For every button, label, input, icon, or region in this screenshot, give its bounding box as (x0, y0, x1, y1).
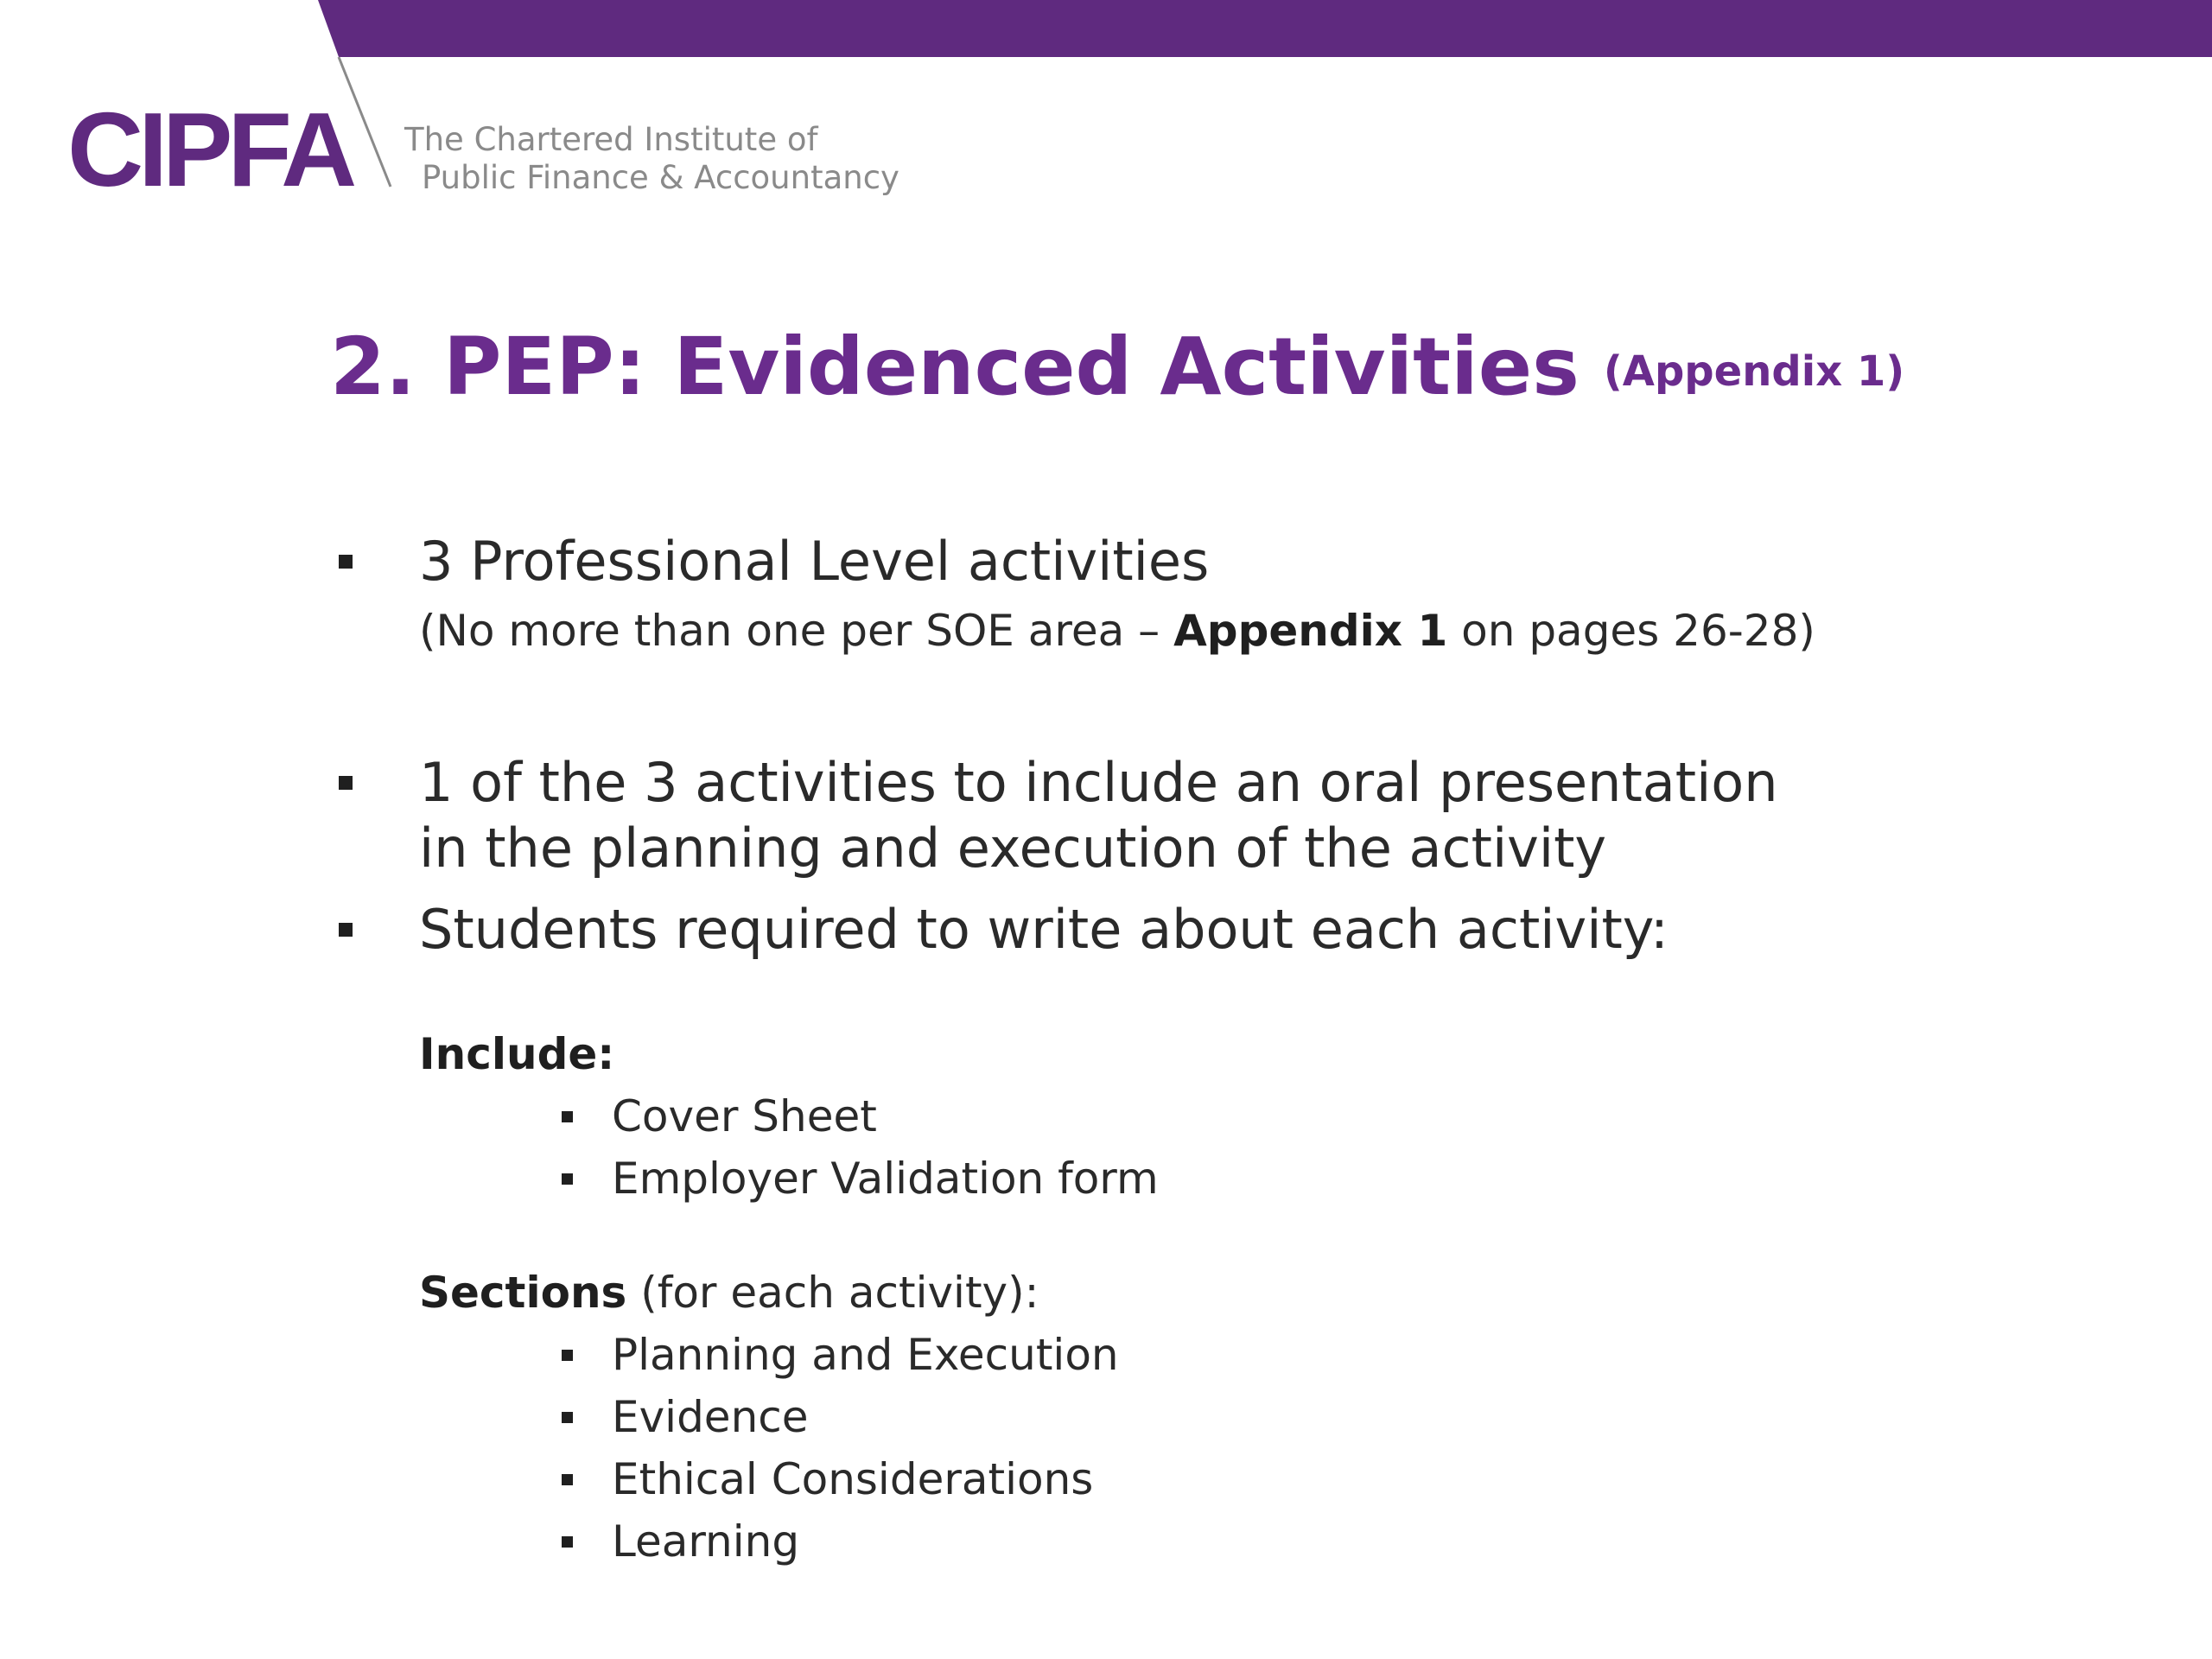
sub-bullet-marker (562, 1412, 573, 1423)
slide-title-main: 2. PEP: Evidenced Activities (330, 321, 1580, 413)
bullet-marker (339, 555, 353, 569)
bullet-1-note (419, 605, 1815, 657)
sub-bullet-marker (562, 1111, 573, 1122)
bullet-3-text: Students required to write about each activity: (419, 898, 1669, 961)
sections-item: Learning (612, 1516, 800, 1567)
bullet-marker (339, 923, 353, 937)
bullet-marker (339, 776, 353, 790)
logo-wordmark: CIPFA (67, 91, 353, 208)
sections-item: Planning and Execution (612, 1330, 1119, 1380)
bullet-1-note-suffix: on pages 26-28) (1447, 606, 1815, 656)
sub-bullet-marker (562, 1350, 573, 1361)
logo-tagline-line1: The Chartered Institute of (404, 121, 818, 158)
sub-bullet-marker (562, 1536, 573, 1548)
slide-title (330, 320, 1904, 415)
sections-heading-note: (for each activity): (626, 1268, 1039, 1318)
sections-item: Evidence (612, 1392, 809, 1442)
logo-tagline (404, 121, 899, 197)
include-heading: Include: (419, 1029, 615, 1079)
bullet-2-line1: 1 of the 3 activities to include an oral presentation (419, 751, 1778, 814)
sections-item: Ethical Considerations (612, 1454, 1094, 1504)
include-item: Employer Validation form (612, 1154, 1159, 1204)
bullet-2-line2: in the planning and execution of the activity (419, 817, 1607, 880)
sections-heading (419, 1267, 1039, 1319)
include-item: Cover Sheet (612, 1091, 877, 1141)
sections-heading-bold: Sections (419, 1268, 627, 1318)
sub-bullet-marker (562, 1474, 573, 1485)
sub-bullet-marker (562, 1173, 573, 1185)
bullet-1-text: 3 Professional Level activities (419, 530, 1210, 593)
bullet-1-note-prefix: (No more than one per SOE area – (419, 606, 1174, 656)
bullet-1-note-bold: Appendix 1 (1173, 606, 1448, 656)
slide-title-sub: (Appendix 1) (1603, 347, 1905, 396)
logo-tagline-line2: Public Finance & Accountancy (422, 159, 899, 196)
